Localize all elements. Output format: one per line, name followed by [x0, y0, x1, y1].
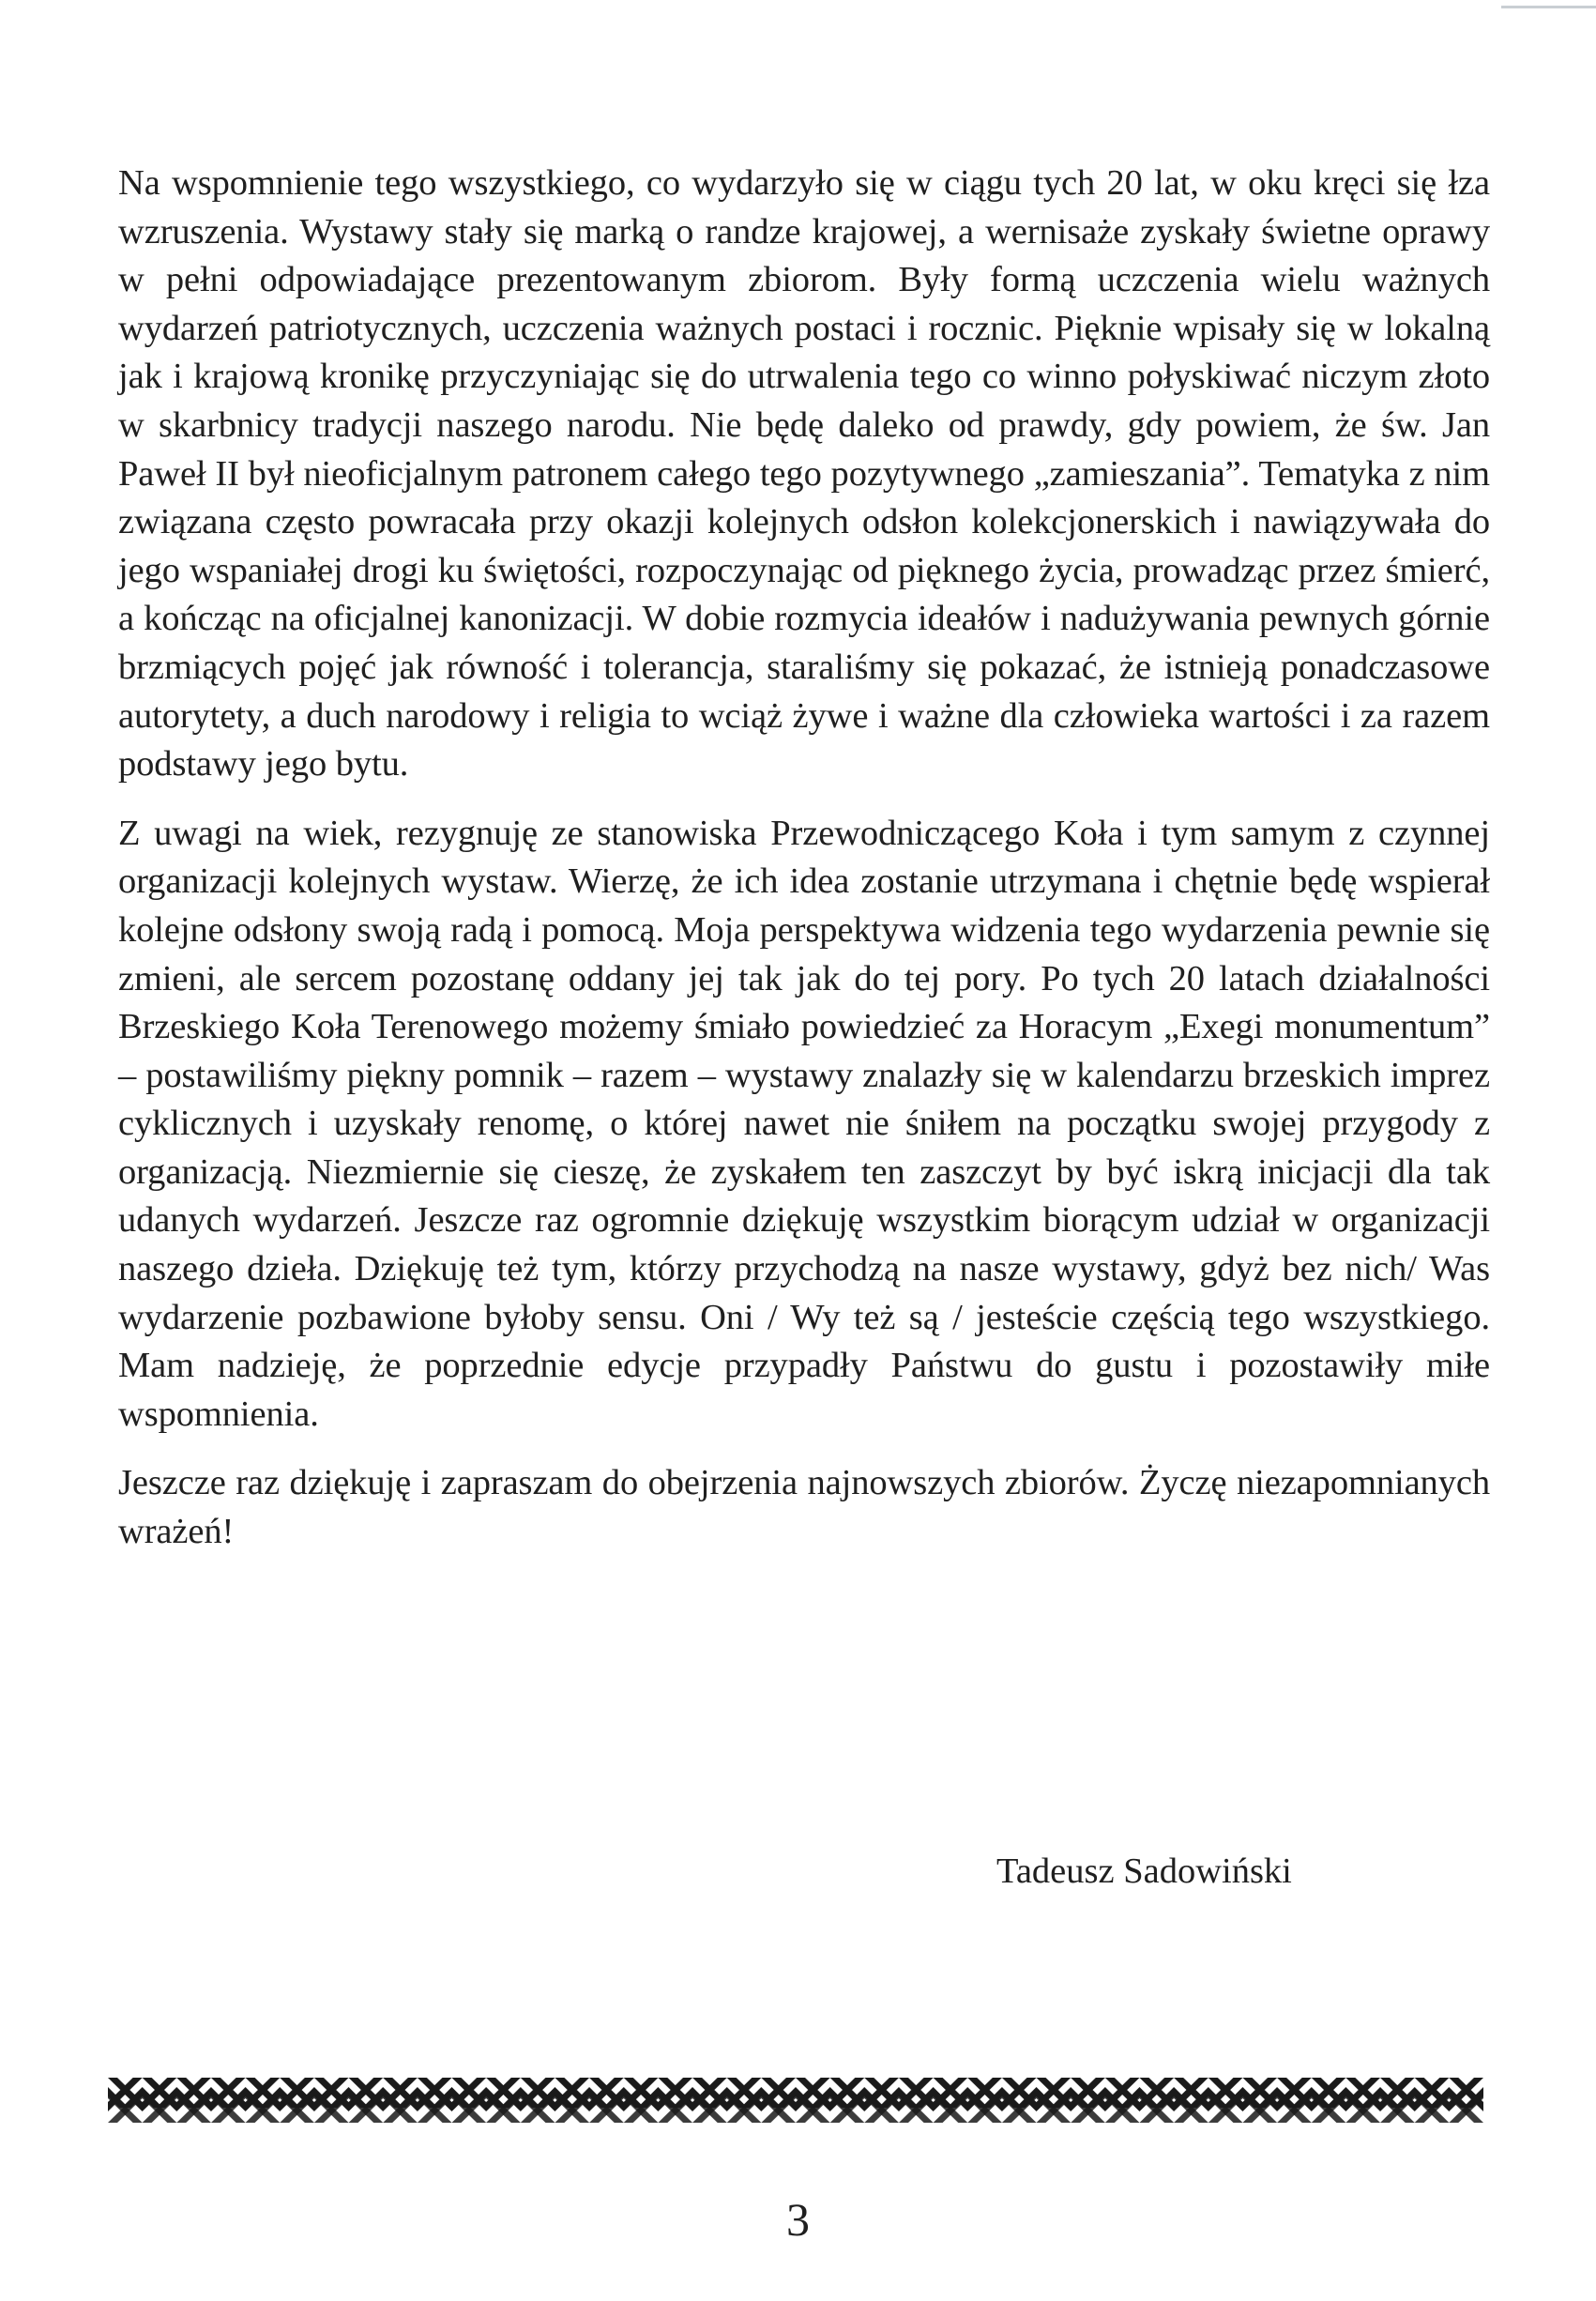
author-signature: Tadeusz Sadowiński	[996, 1851, 1292, 1891]
paragraph-3: Jeszcze raz dziękuję i zapraszam do obejrzenia najnowszych zbiorów. Życzę niezapomnianych wrażeń!	[118, 1463, 1490, 1552]
page-number: 3	[786, 2193, 810, 2246]
paragraph-1: Na wspomnienie tego wszystkiego, co wydarzyło się w ciągu tych 20 lat, w oku kręci się łza wzruszenia. Wystawy stały się marką o randze krajowej, a wernisaże zyskały świetne oprawy w pełni odpowiadające prezentowanym zbiorom. Były formą uczczenia wielu ważnych wydarzeń patriotycznych, uczczenia ważnych postaci i rocznic. Pięknie wpisały się w lokalną jak i krajową kronikę przyczyniając się do utrwalenia tego co winno połyskiwać niczym złoto w skarbnicy tradycji naszego narodu. Nie będę daleko od prawdy, gdy powiem, że św. Jan Paweł II był nieoficjalnym patronem całego tego pozytywnego „zamieszania”. Tematyka z nim związana często powracała przy okazji kolejnych odsłon kolekcjonerskich i nawiązywała do jego wspaniałej drogi ku świętości, rozpoczynając od pięknego życia, prowadząc przez śmierć, a kończąc na oficjalnej kanonizacji. W dobie rozmycia ideałów i nadużywania pewnych górnie brzmiących pojęć jak równość i tolerancja, staraliśmy się pokazać, że istnieją ponadczasowe autorytety, a duch narodowy i religia to wciąż żywe i ważne dla człowieka wartości i za razem podstawy jego bytu.	[118, 163, 1490, 785]
zigzag-border-ornament-icon	[108, 2074, 1483, 2126]
paragraph-2: Z uwagi na wiek, rezygnuję ze stanowiska Przewodniczącego Koła i tym samym z czynnej organizacji kolejnych wystaw. Wierzę, że ich idea zostanie utrzymana i chętnie będę wspierał kolejne odsłony swoją radą i pomocą. Moja perspektywa widzenia tego wydarzenia pewnie się zmieni, ale sercem pozostanę oddany jej tak jak do tej pory. Po tych 20 latach działalności Brzeskiego Koła Terenowego możemy śmiało powiedzieć za Horacym „Exegi monumentum” – postawiliśmy piękny pomnik – razem – wystawy znalazły się w kalendarzu brzeskich imprez cyklicznych i uzyskały renomę, o której nawet nie śniłem na początku swojej przygody z organizacją. Niezmiernie się cieszę, że zyskałem ten zaszczyt by być iskrą inicjacji dla tak udanych wydarzeń. Jeszcze raz ogromnie dziękuję wszystkim biorącym udział w organizacji naszego dzieła. Dziękuję też tym, którzy przychodzą na nasze wystawy, gdyż bez nich/ Was wydarzenie pozbawione byłoby sensu. Oni / Wy też są / jesteście częścią tego wszystkiego. Mam nadzieję, że poprzednie edycje przypadły Państwu do gustu i pozostawiły miłe wspomnienia.	[118, 813, 1490, 1434]
top-edge-rule	[1501, 6, 1596, 8]
body-text	[118, 160, 1490, 1557]
